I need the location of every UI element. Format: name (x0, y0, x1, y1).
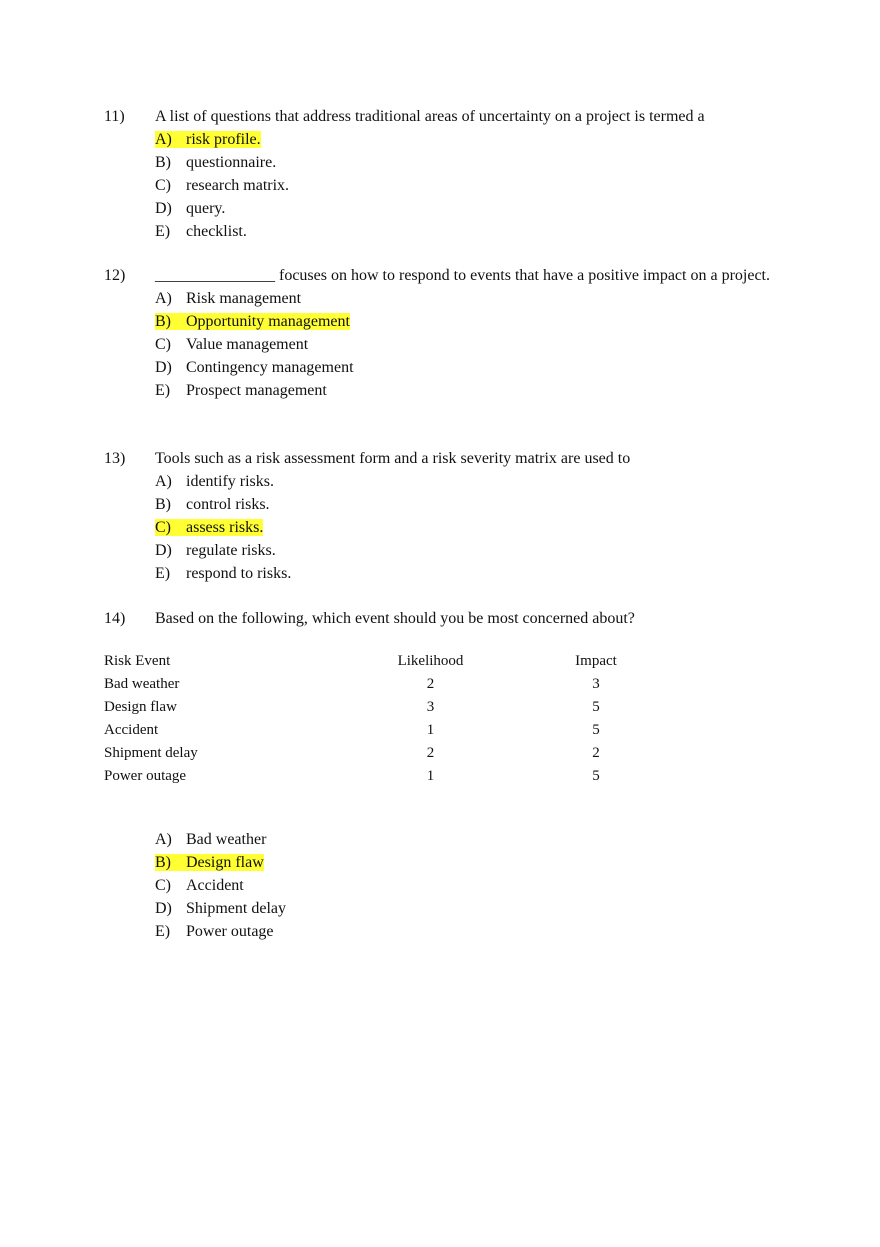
risk-event-table (104, 650, 646, 788)
question-12 (104, 264, 784, 402)
option-text: research matrix. (186, 177, 290, 194)
answer-option-b[interactable] (155, 493, 784, 516)
risk-event-cell: Design flaw (104, 699, 177, 715)
answer-option-a[interactable] (155, 128, 784, 151)
option-text: query. (186, 200, 226, 217)
table-header-row (104, 650, 646, 673)
option-label: B) (155, 496, 171, 513)
option-label: E) (155, 565, 171, 582)
option-text: Bad weather (186, 831, 267, 848)
question-stem: _______________ focuses on how to respond to events that have a positive impact on a project. (155, 267, 770, 284)
option-text: Power outage (186, 923, 274, 940)
likelihood-cell: 1 (426, 722, 435, 738)
table-row (104, 696, 646, 719)
column-header-risk-event: Risk Event (104, 653, 171, 669)
question-number: 12) (104, 267, 126, 284)
option-text: Value management (186, 336, 309, 353)
question-14-options (104, 828, 784, 943)
column-header-likelihood: Likelihood (397, 653, 464, 669)
option-label: A) (155, 831, 172, 848)
impact-cell: 2 (592, 745, 600, 761)
answer-options (104, 470, 784, 585)
option-label: C) (155, 177, 171, 194)
answer-option-d[interactable] (155, 539, 784, 562)
option-text: control risks. (186, 496, 270, 513)
question-number: 14) (104, 610, 126, 627)
question-14 (104, 607, 784, 630)
column-header-impact: Impact (575, 653, 617, 669)
risk-event-cell: Accident (104, 722, 159, 738)
option-label: D) (155, 200, 172, 217)
option-label: B) (155, 154, 171, 171)
option-text: identify risks. (186, 473, 274, 490)
impact-cell: 5 (592, 722, 600, 738)
answer-option-c[interactable] (155, 516, 784, 539)
impact-cell: 5 (592, 768, 600, 784)
option-label: C) (155, 519, 171, 536)
option-text: Opportunity management (186, 313, 350, 330)
risk-event-cell: Bad weather (104, 676, 180, 692)
option-label: C) (155, 336, 171, 353)
answer-option-e[interactable] (155, 379, 784, 402)
likelihood-cell: 1 (426, 768, 435, 784)
question-stem: Based on the following, which event should you be most concerned about? (155, 610, 635, 627)
question-stem: Tools such as a risk assessment form and a risk severity matrix are used to (155, 450, 631, 467)
option-text: regulate risks. (186, 542, 276, 559)
answer-option-e[interactable] (155, 562, 784, 585)
answer-option-e[interactable] (155, 920, 784, 943)
option-text: risk profile. (186, 131, 261, 148)
option-text: Prospect management (186, 382, 327, 399)
answer-options (104, 128, 784, 243)
option-text: Accident (186, 877, 244, 894)
option-label: E) (155, 923, 171, 940)
option-text: respond to risks. (186, 565, 292, 582)
option-label: A) (155, 131, 172, 148)
answer-option-d[interactable] (155, 356, 784, 379)
impact-cell: 5 (592, 699, 600, 715)
answer-option-b[interactable] (155, 151, 784, 174)
table-row (104, 742, 646, 765)
answer-options (104, 828, 784, 943)
answer-option-a[interactable] (155, 470, 784, 493)
option-text: Shipment delay (186, 900, 286, 917)
answer-option-b[interactable] (155, 310, 784, 333)
answer-option-e[interactable] (155, 220, 784, 243)
table-row (104, 719, 646, 742)
option-label: A) (155, 473, 172, 490)
answer-option-c[interactable] (155, 174, 784, 197)
option-label: A) (155, 290, 172, 307)
option-label: D) (155, 900, 172, 917)
option-text: Risk management (186, 290, 302, 307)
likelihood-cell: 3 (426, 699, 435, 715)
option-label: E) (155, 382, 171, 399)
option-label: B) (155, 313, 171, 330)
table-row (104, 765, 646, 788)
question-11 (104, 105, 784, 243)
answer-options (104, 287, 784, 402)
question-number: 11) (104, 108, 125, 125)
risk-event-cell: Power outage (104, 768, 187, 784)
answer-option-c[interactable] (155, 333, 784, 356)
option-label: B) (155, 854, 171, 871)
option-text: Contingency management (186, 359, 354, 376)
answer-option-a[interactable] (155, 287, 784, 310)
impact-cell: 3 (592, 676, 600, 692)
answer-option-d[interactable] (155, 897, 784, 920)
option-text: questionnaire. (186, 154, 277, 171)
option-label: D) (155, 359, 172, 376)
option-text: assess risks. (186, 519, 264, 536)
answer-option-a[interactable] (155, 828, 784, 851)
option-text: Design flaw (186, 854, 264, 871)
question-number: 13) (104, 450, 126, 467)
question-13 (104, 447, 784, 585)
option-label: E) (155, 223, 171, 240)
risk-event-cell: Shipment delay (104, 745, 198, 761)
option-label: C) (155, 877, 171, 894)
question-stem: A list of questions that address traditional areas of uncertainty on a project is termed a (155, 108, 705, 125)
answer-option-b[interactable] (155, 851, 784, 874)
likelihood-cell: 2 (426, 745, 435, 761)
option-text: checklist. (186, 223, 247, 240)
answer-option-d[interactable] (155, 197, 784, 220)
likelihood-cell: 2 (426, 676, 435, 692)
table-row (104, 673, 646, 696)
option-label: D) (155, 542, 172, 559)
answer-option-c[interactable] (155, 874, 784, 897)
